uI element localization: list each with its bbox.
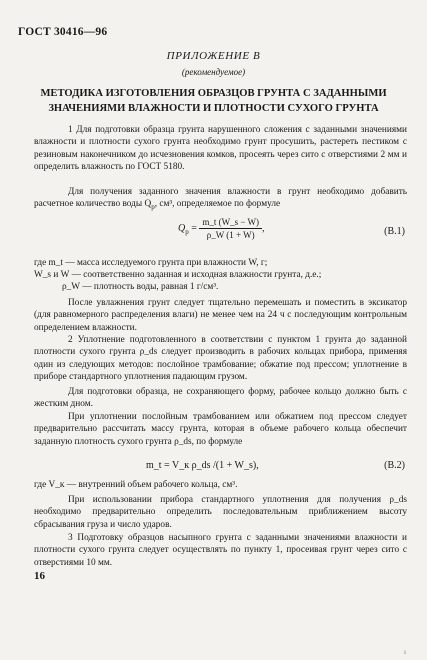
page-number: 16 xyxy=(34,570,45,582)
equation-b1-number: (В.1) xyxy=(384,226,405,237)
paragraph-4: 2 Уплотнение подготовленного в соответствии с пунктом 1 грунта до заданной плотности сухого грунта ρ_ds следует производить в рабочих кольцах прибора, применяя один из следующих методов: послойное трамбование; обжатие под прессом; уплотнение в приборе стандартного уплотнения падающим грузом. xyxy=(34,335,407,383)
equation-b2: m_t = V_к ρ_ds /(1 + W_s), xyxy=(146,460,259,471)
appendix-status: (рекомендуемое) xyxy=(181,67,246,77)
paragraph-5: Для подготовки образца, не сохраняющего форму, рабочее кольцо должно быть с жестким дном. xyxy=(34,387,407,410)
where1-line2: W_s и W — соответственно заданная и исходная влажности грунта, д.е.; xyxy=(34,270,322,280)
equation-b1-numerator: m_t (W_s − W) xyxy=(199,216,262,229)
where2-line: где V_к — внутренний объем рабочего кольца, см³. xyxy=(34,480,238,490)
paragraph-8: 3 Подготовку образцов насыпного грунта с заданными значениями влажности и плотности сухого грунта следует осуществлять по пункту 1, просеивая грунт через сито с отверстиями 10 мм. xyxy=(34,533,407,568)
appendix-title: ПРИЛОЖЕНИЕ В xyxy=(166,50,261,62)
where1-line1: где m_t — масса исследуемого грунта при влажности W, г; xyxy=(34,258,268,268)
section-title xyxy=(34,86,393,116)
paragraph-1: 1 Для подготовки образца грунта нарушенного сложения с заданными значениями влажности и плотности сухого грунта необходимо грунт просушить, растереть пестиком с резиновым наконечником до исчезновения комков, просеять через сито с отверстиями 2 мм и определить влажность по ГОСТ 5180. xyxy=(34,125,407,173)
equation-b1-lhs-sub: р xyxy=(185,227,189,236)
equation-b1-fraction xyxy=(199,216,262,241)
equation-b1-denominator: ρ_W (1 + W) xyxy=(206,230,255,240)
section-title-line2: ЗНАЧЕНИЯМИ ВЛАЖНОСТИ И ПЛОТНОСТИ СУХОГО ГРУНТА xyxy=(48,103,379,114)
equation-b2-number: (В.2) xyxy=(384,460,405,471)
section-title-line1: МЕТОДИКА ИЗГОТОВЛЕНИЯ ОБРАЗЦОВ ГРУНТА С ЗАДАННЫМИ xyxy=(40,88,387,99)
paragraph-2-text: Для получения заданного значения влажности в грунт необходимо добавить расчетное количество воды Q xyxy=(34,187,407,210)
corner-mark: ı xyxy=(404,648,406,656)
paragraph-2-end: , см³, определяемое по формуле xyxy=(154,199,281,210)
paragraph-2 xyxy=(34,186,407,214)
paragraph-7: При использовании прибора стандартного уплотнения для получения ρ_ds необходимо предварительно определить последовательным приближением высоту сбрасывания груза и число ударов. xyxy=(34,495,407,530)
where1-line3: ρ_W — плотность воды, равная 1 г/см³. xyxy=(62,282,219,292)
equation-b1-lhs: Q xyxy=(178,222,186,234)
paragraph-2-subscript: р xyxy=(151,203,155,212)
standard-code-header: ГОСТ 30416—96 xyxy=(18,26,108,38)
equation-b1: $Q_р$ = $\frac{m\_t (W\_s - W)}{\rho\_W (1 + W)}$ , xyxy=(178,217,265,240)
paragraph-3: После увлажнения грунт следует тщательно перемешать и поместить в эксикатор (для равномерного распределения влаги) не менее чем на 24 ч с последующим контрольным определением влажности. xyxy=(34,298,407,333)
paragraph-6: При уплотнении послойным трамбованием или обжатием под прессом следует предварительно рассчитать массу грунта, которая в объеме рабочего кольца обеспечит заданную плотность сухого грунта ρ_ds, по формуле xyxy=(34,412,407,447)
